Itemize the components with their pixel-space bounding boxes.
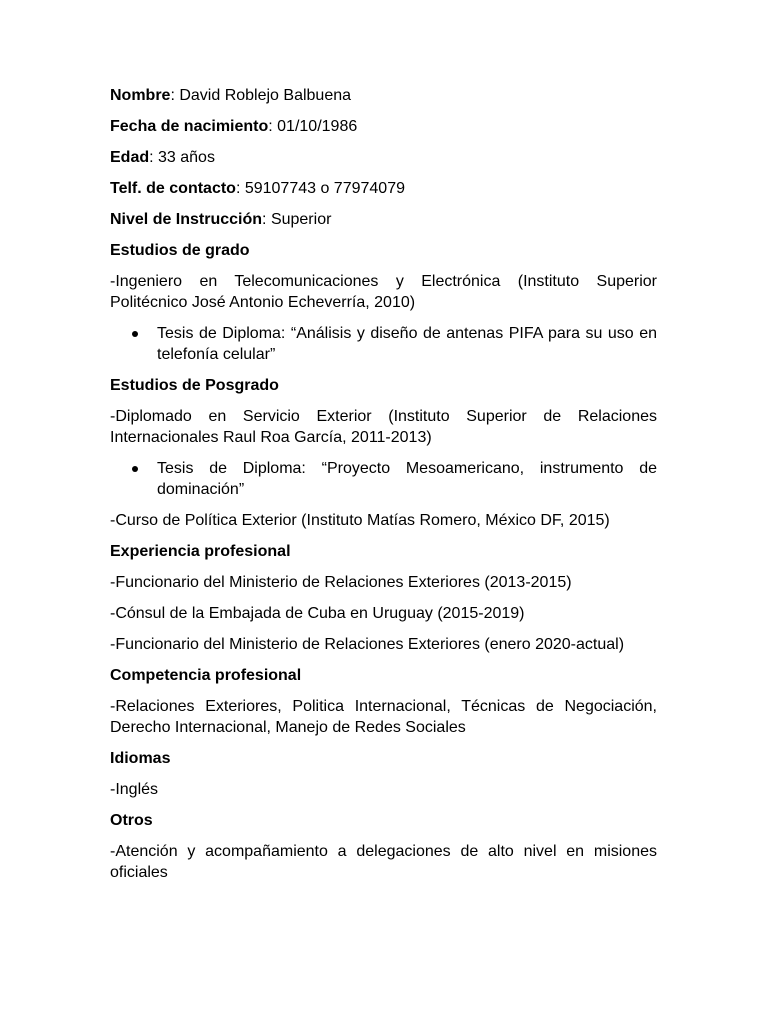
grado-bullet-text: Tesis de Diploma: “Análisis y diseño de antenas PIFA para su uso en telefonía celular” (157, 325, 657, 363)
section-heading-experiencia: Experiencia profesional (110, 543, 291, 560)
section-heading-grado: Estudios de grado (110, 242, 250, 259)
age-line (110, 147, 657, 168)
phone-value: : 59107743 o 77974079 (235, 180, 405, 197)
name-label: Nombre (110, 87, 171, 104)
posgrado-item-2: -Curso de Política Exterior (Instituto Matías Romero, México DF, 2015) (110, 512, 610, 529)
birth-label: Fecha de nacimiento (110, 118, 269, 135)
cv-document (110, 85, 657, 893)
section-heading-idiomas: Idiomas (110, 750, 171, 767)
experiencia-item: -Cónsul de la Embajada de Cuba en Uruguay (2015-2019) (110, 605, 525, 622)
level-value: : Superior (262, 211, 332, 228)
bullet-icon (132, 331, 138, 337)
birth-value: : 01/10/1986 (268, 118, 358, 135)
age-value: : 33 años (149, 149, 215, 166)
birth-line (110, 116, 657, 137)
grado-item: -Ingeniero en Telecomunicaciones y Electrónica (Instituto Superior Politécnico José Antonio Echeverría, 2010) (110, 273, 657, 311)
posgrado-bullet-list (110, 458, 657, 500)
list-item (110, 458, 657, 500)
posgrado-bullet-text: Tesis de Diploma: “Proyecto Mesoamericano, instrumento de dominación” (157, 460, 657, 498)
grado-bullet-list (110, 323, 657, 365)
otros-item: -Atención y acompañamiento a delegaciones de alto nivel en misiones oficiales (110, 843, 657, 881)
list-item (110, 323, 657, 365)
name-line (110, 85, 657, 106)
experiencia-item: -Funcionario del Ministerio de Relaciones Exteriores (2013-2015) (110, 574, 572, 591)
section-heading-competencia: Competencia profesional (110, 667, 302, 684)
experiencia-item: -Funcionario del Ministerio de Relaciones Exteriores (enero 2020-actual) (110, 636, 625, 653)
level-line (110, 209, 657, 230)
posgrado-item-1: -Diplomado en Servicio Exterior (Instituto Superior de Relaciones Internacionales Raul Roa García, 2011-2013) (110, 408, 657, 446)
competencia-item: -Relaciones Exteriores, Politica Internacional, Técnicas de Negociación, Derecho Internacional, Manejo de Redes Sociales (110, 698, 657, 736)
phone-label: Telf. de contacto (110, 180, 236, 197)
level-label: Nivel de Instrucción (110, 211, 263, 228)
name-value: : David Roblejo Balbuena (170, 87, 352, 104)
section-heading-posgrado: Estudios de Posgrado (110, 377, 279, 394)
bullet-icon (132, 466, 138, 472)
phone-line (110, 178, 657, 199)
idiomas-item: -Inglés (110, 781, 159, 798)
age-label: Edad (110, 149, 150, 166)
section-heading-otros: Otros (110, 812, 153, 829)
